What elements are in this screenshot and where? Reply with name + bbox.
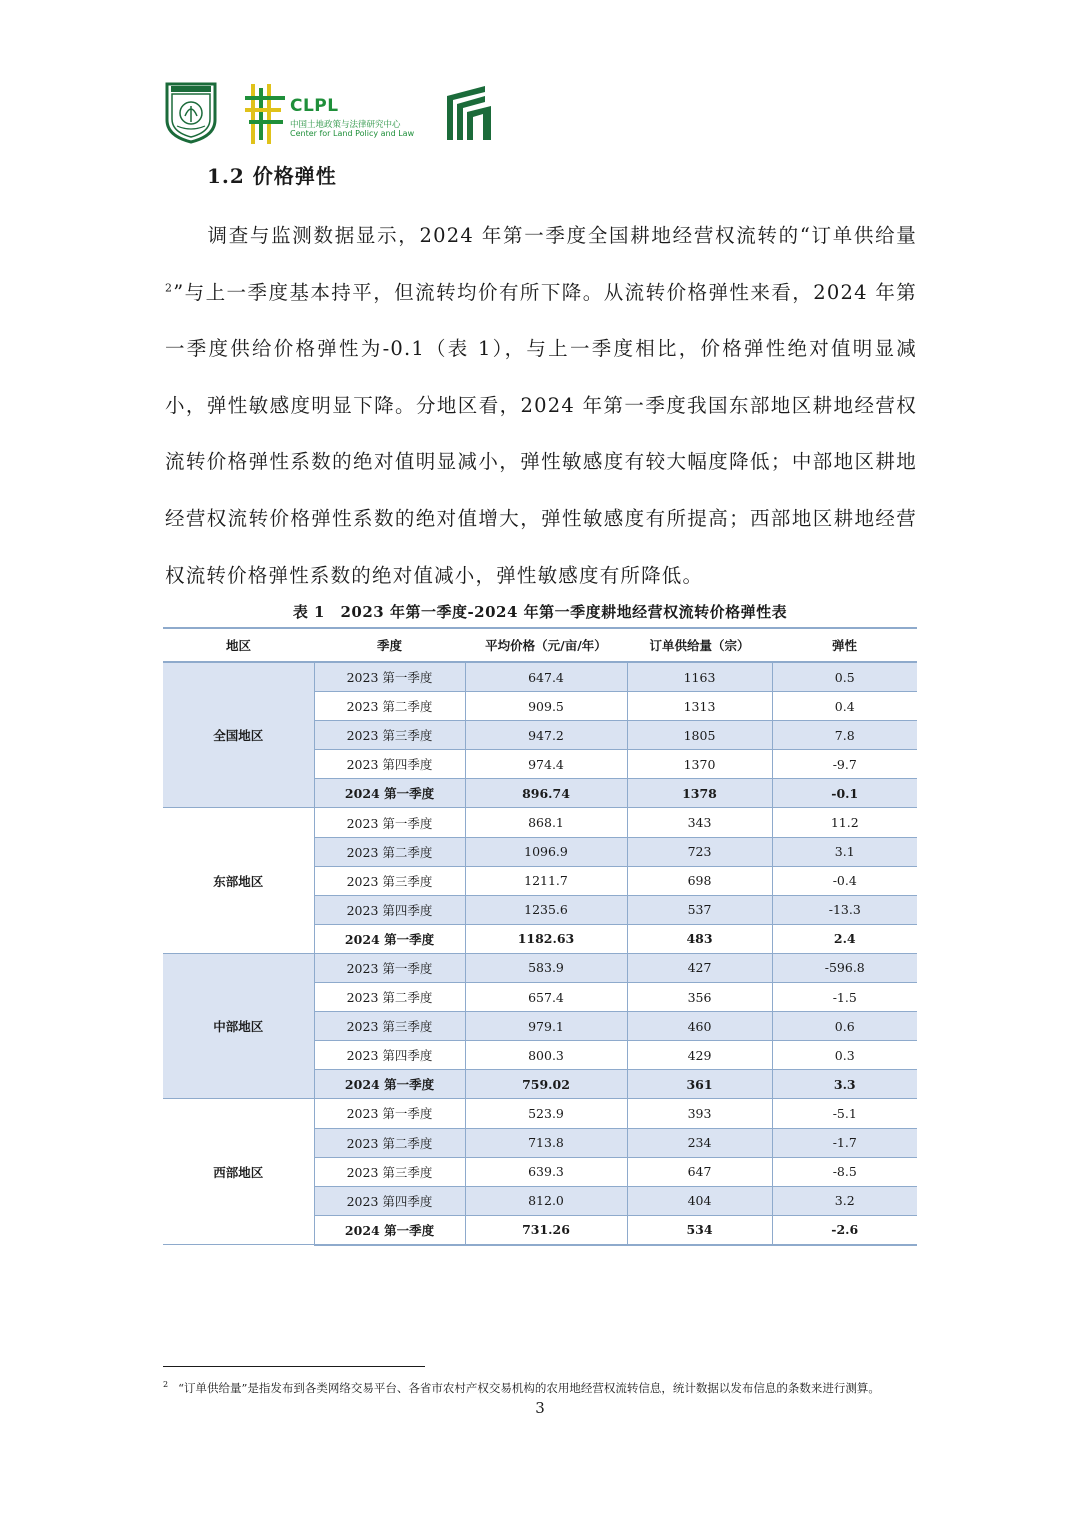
region-cell: 东部地区: [163, 808, 314, 953]
elasticity-cell: -9.7: [772, 750, 917, 779]
price-cell: 1211.7: [465, 866, 627, 895]
price-cell: 1182.63: [465, 924, 627, 953]
price-elasticity-table: [163, 627, 917, 1246]
header-supply: 订单供给量（宗）: [627, 628, 772, 662]
supply-cell: 1378: [627, 779, 772, 808]
elasticity-cell: 3.3: [772, 1070, 917, 1099]
footnote-number: 2: [163, 1380, 169, 1390]
supply-cell: 404: [627, 1186, 772, 1215]
table-header-row: [163, 628, 917, 662]
supply-cell: 1805: [627, 721, 772, 750]
footnote-reference[interactable]: 2: [165, 281, 174, 295]
supply-cell: 1163: [627, 662, 772, 692]
elasticity-cell: 11.2: [772, 808, 917, 837]
supply-cell: 1370: [627, 750, 772, 779]
paragraph-part-1: 调查与监测数据显示，2024 年第一季度全国耕地经营权流转的“订单供给量: [207, 224, 917, 247]
clpl-chinese-name: 中国土地政策与法律研究中心: [290, 120, 401, 130]
price-cell: 909.5: [465, 692, 627, 721]
elasticity-cell: 0.3: [772, 1041, 917, 1070]
elasticity-cell: -5.1: [772, 1099, 917, 1128]
price-cell: 979.1: [465, 1012, 627, 1041]
supply-cell: 234: [627, 1128, 772, 1157]
quarter-cell: 2023 第一季度: [314, 1099, 465, 1128]
price-cell: 657.4: [465, 983, 627, 1012]
price-cell: 1235.6: [465, 895, 627, 924]
price-cell: 800.3: [465, 1041, 627, 1070]
price-cell: 759.02: [465, 1070, 627, 1099]
section-title: 1.2 价格弹性: [207, 164, 337, 188]
footnote-text: “订单供给量”是指发布到各类网络交易平台、各省市农村产权交易机构的农用地经营权流转信息，统计数据以发布信息的条数来进行测算。: [178, 1381, 880, 1395]
supply-cell: 361: [627, 1070, 772, 1099]
clpl-mark-icon: [245, 82, 287, 146]
supply-cell: 427: [627, 953, 772, 982]
elasticity-cell: 3.1: [772, 837, 917, 866]
header-elasticity: 弹性: [772, 628, 917, 662]
elasticity-cell: -8.5: [772, 1157, 917, 1186]
quarter-cell: 2023 第一季度: [314, 662, 465, 692]
supply-cell: 698: [627, 866, 772, 895]
region-cell: 中部地区: [163, 953, 314, 1098]
supply-cell: 483: [627, 924, 772, 953]
elasticity-cell: 0.6: [772, 1012, 917, 1041]
quarter-cell: 2023 第四季度: [314, 750, 465, 779]
elasticity-cell: 0.5: [772, 662, 917, 692]
price-cell: 647.4: [465, 662, 627, 692]
quarter-cell: 2023 第三季度: [314, 866, 465, 895]
elasticity-cell: -13.3: [772, 895, 917, 924]
price-cell: 868.1: [465, 808, 627, 837]
region-cell: 西部地区: [163, 1099, 314, 1245]
quarter-cell: 2023 第四季度: [314, 895, 465, 924]
elasticity-cell: -1.5: [772, 983, 917, 1012]
quarter-cell: 2023 第四季度: [314, 1041, 465, 1070]
quarter-cell: 2023 第一季度: [314, 953, 465, 982]
price-cell: 947.2: [465, 721, 627, 750]
quarter-cell: 2023 第三季度: [314, 1157, 465, 1186]
elasticity-cell: -0.4: [772, 866, 917, 895]
body-paragraph: [165, 208, 917, 604]
university-seal-logo: [163, 80, 219, 144]
quarter-cell: 2023 第四季度: [314, 1186, 465, 1215]
supply-cell: 356: [627, 983, 772, 1012]
elasticity-cell: 7.8: [772, 721, 917, 750]
table-row: [163, 953, 917, 982]
table-row: [163, 1099, 917, 1128]
table-row: [163, 662, 917, 692]
quarter-cell: 2024 第一季度: [314, 1215, 465, 1245]
supply-cell: 460: [627, 1012, 772, 1041]
supply-cell: 534: [627, 1215, 772, 1245]
clpl-english-name: Center for Land Policy and Law: [290, 129, 415, 138]
quarter-cell: 2023 第二季度: [314, 837, 465, 866]
footnote: [163, 1380, 923, 1396]
paragraph-part-2: ”与上一季度基本持平，但流转均价有所下降。从流转价格弹性来看，2024 年第一季度供给价格弹性为-0.1（表 1），与上一季度相比，价格弹性绝对值明显减小，弹性敏感度明显下降。分地区看，2024 年第一季度我国东部地区耕地经营权流转价格弹性系数的绝对值明显减小，弹性敏感度有较大幅度降低；中部地区耕地经营权流转价格弹性系数的绝对值增大，弹性敏感度有所提高；西部地区耕地经营权流转价格弹性系数的绝对值减小，弹性敏感度有所降低。: [165, 280, 917, 587]
supply-cell: 537: [627, 895, 772, 924]
quarter-cell: 2024 第一季度: [314, 924, 465, 953]
price-cell: 731.26: [465, 1215, 627, 1245]
table-row: [163, 808, 917, 837]
region-cell: 全国地区: [163, 662, 314, 808]
quarter-cell: 2024 第一季度: [314, 779, 465, 808]
elasticity-cell: 3.2: [772, 1186, 917, 1215]
clpl-logo: [245, 82, 425, 146]
price-cell: 583.9: [465, 953, 627, 982]
page-number: 3: [535, 1399, 545, 1417]
price-cell: 896.74: [465, 779, 627, 808]
price-cell: 974.4: [465, 750, 627, 779]
footnote-divider: [163, 1366, 425, 1367]
quarter-cell: 2023 第二季度: [314, 983, 465, 1012]
elasticity-cell: -2.6: [772, 1215, 917, 1245]
quarter-cell: 2024 第一季度: [314, 1070, 465, 1099]
elasticity-cell: -0.1: [772, 779, 917, 808]
supply-cell: 429: [627, 1041, 772, 1070]
elasticity-cell: 2.4: [772, 924, 917, 953]
price-cell: 1096.9: [465, 837, 627, 866]
elasticity-cell: -1.7: [772, 1128, 917, 1157]
quarter-cell: 2023 第一季度: [314, 808, 465, 837]
table-caption: 表 1 2023 年第一季度-2024 年第一季度耕地经营权流转价格弹性表: [292, 603, 788, 621]
header-avg-price: 平均价格（元/亩/年）: [465, 628, 627, 662]
quarter-cell: 2023 第三季度: [314, 1012, 465, 1041]
supply-cell: 393: [627, 1099, 772, 1128]
quarter-cell: 2023 第二季度: [314, 692, 465, 721]
price-cell: 523.9: [465, 1099, 627, 1128]
supply-cell: 1313: [627, 692, 772, 721]
supply-cell: 343: [627, 808, 772, 837]
institute-logo: [445, 84, 493, 142]
elasticity-cell: 0.4: [772, 692, 917, 721]
clpl-short-name: CLPL: [290, 96, 339, 116]
header-region: 地区: [163, 628, 314, 662]
elasticity-cell: -596.8: [772, 953, 917, 982]
supply-cell: 723: [627, 837, 772, 866]
quarter-cell: 2023 第三季度: [314, 721, 465, 750]
price-cell: 812.0: [465, 1186, 627, 1215]
quarter-cell: 2023 第二季度: [314, 1128, 465, 1157]
supply-cell: 647: [627, 1157, 772, 1186]
header-quarter: 季度: [314, 628, 465, 662]
price-cell: 639.3: [465, 1157, 627, 1186]
price-cell: 713.8: [465, 1128, 627, 1157]
